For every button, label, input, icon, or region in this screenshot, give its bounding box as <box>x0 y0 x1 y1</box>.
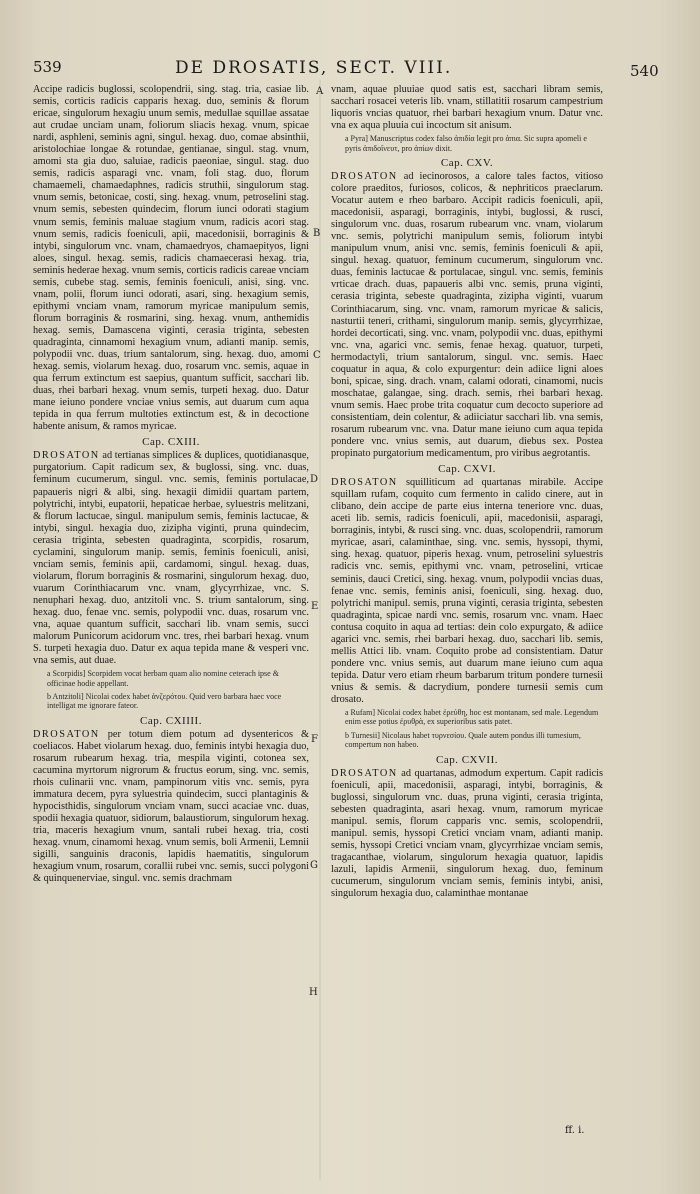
chapter-text: ad tertianas simplices & duplices, quotidianasque, purgatorium. Capit radicum sex, & buglossi, sing. vnc. duas, feminum cucumerum, singul. vnc. semis, feminis portulacae, papaueris nigri & albi, sing. hexagii dimidii quartam partem, polytrichi, intybi, eupatorii, hepaticae herbae, syluestris melitzani, & florum lactucae, singul. manipulum semis, feminis lactucae, & intybi, singul. hexagia duo, zizipha viginti, pruna quindecim, cerasia triginta, sebesten quadraginta, scorpidis, rosarum, cyclamini, singulorum manip. semis, feminis foeniculi, anisi, vnciam semis, feminis apii, cardamomi, singul. hexag. duas, violarum, florum borraginis & rosmarini, singulorum hexag. duo, vuarum Corinthiacarum vnc. vnam, glycyrrhizae, vnc. S. nenuphari hexag. duo, antzitoli vnc. S. trium santalorum, sing. hexag. duo, fenae vnc. semis, polypodii vnc. duas, rosarum vnc. vna, aquae quantum sufficit, sacchari lib. vnam semis, succi malorum Punicorum acidorum vnc. tres, rhei barbari hexag. vnum S. turpeti hexagia duo. Datur ex aqua tepida mane & vesperi vnc. vna semis, aut duae. <box>33 450 309 667</box>
chapter-body-cxv <box>331 171 603 460</box>
left-column <box>33 84 309 885</box>
margin-letter-g: G <box>310 860 318 871</box>
footnote: a Rufam] Nicolai codex habet ἐρεύθη, hoc est montanam, sed male. Legendum enim esse potius ἐρυθρὰ, ex superioribus satis patet. <box>345 708 599 727</box>
footnote: a Scorpidis] Scorpidem vocat herbam quam alio nomine ceterach ipse & officinae hodie appellant. <box>47 669 279 688</box>
chapter-body-cxvii <box>331 768 603 901</box>
drop-word: DROSATON <box>331 767 398 779</box>
footnote: b Turnesii] Nicolaus habet τυρνεσίου. Quale autem pondus illi turnesium, compertum non habeo. <box>345 730 581 750</box>
drop-word: DROSATON <box>33 450 100 462</box>
gutter-shadow <box>319 80 321 1180</box>
chapter-body-cxiii <box>33 450 309 667</box>
chapter-text: per totum diem potum ad dysentericos & coeliacos. Habet violarum hexag. duo, feminis intybi hexagia duo, rosarum rubearum hexag. tria, mespila viginti, cotonea sex, cacumina myrtorum nigrorum & fructus eorum, sing. vnc. semis, rhois culinarii vnc. vnam, pampinorum vitis vnc. semis, pyra immatura decem, pyra syluestria quindecim, succi plantaginis & hypocisthidis, singulorum vnciam vnam, succi acaciae vnc. duas, spodii hexagia quatuor, sidiorum, balaustiorum, singulorum hexag. tria, maceris hexagium vnum, santali rubei hexag. tria, costi hexag. vnum, cinamomi hexag. vnum semis, boli Armenii, Lemnii sigilli, sanguinis draconis, lapidis haematitis, singulorum hexagium vnum, rosarum, corallii rubei vnc. semis, succi polygoni & quinquenerviae, singul. vnc. semis drachmam <box>33 728 309 885</box>
margin-letter-b: B <box>313 228 321 239</box>
margin-letter-f: F <box>311 734 318 745</box>
right-column <box>331 84 603 900</box>
chapter-text: ad iecinorosos, a calore tales factos, vitioso colore praeditos, furiosos, colicos, & nephriticos praeclarum. Vocatur autem e rheo barbaro. Accipit radicis foeniculi, apii, macedonisii, asparagi, borraginis, intybi, buglossi, & rusci, singulorum vnc. duas, rosarum rubearum vnc. vnam, violarum vnc. semis, polytrichi manipulum semis, foliorum intybi manipulum vnum, anisi vnc. semis, feminis foeniculi & apii, singul. hexag. quatuor, feminum cucumerum, singulorum vnc. duas, feminis lactucae & portulacae, singul. vnc. semis, feminis vrticae drach. duas, papaueris albi vnc. semis, pruna viginti, cerasia triginta, sebeste quadraginta, zizipha viginti, vuarum Corinthiacarum, sing. vnc. vnam, ramorum myricae & salicis, nasturtii teneri, crithami, singulorum manip. semis, glycyrrhizae, hordei decorticati, sing. vnc. vnam, polypodii vnc. duas, epithymi vnc. vna, agarici vnc. semis, fenae hexag. quatuor, turpeti, hermodactyli, trium santalorum, singul. vnc. semis. Haec coquatur in aqua, & colo expurgentur: dein adiice ligni aloes boni, spicae, sing. drach. vnam, calami odorati, cinamomi, nucis moschatae, galangae, sing. drach. semis, rhei barbari hexag. vnum semis. Haec probe trita coquatur cum decocto superiore ad consistentiam, dein colentur, & adiiciatur sacchari lib. vna semis, rosarum rubearum vnc. vna. Datur mane ieiuno cum aqua tepida pondere vnc. vnius semis, aut duarum, diebus sex. Postea propinato purgatorium medicamentum, pro viribus aegrotantis. <box>331 171 604 460</box>
drop-word: DROSATON <box>33 728 100 740</box>
chapter-text: ad quartanas, admodum expertum. Capit radicis foeniculi, apii, macedonisii, asparagi, intybi, borraginis, & buglossi, singulorum vnc. duas, pruna viginti, cerasia triginta, sebesten quadraginta, asari hexag. vnum, ramorum myricae manipul. semis, florum capparis vnc. semis, scolopendrii, manipul. semis, hyssopi Cretici vnciam vnam, adianti manip. semis, hyssopi Cretici vnciam vnam, glycyrrhizae vnciam semis, tragacanthae, violarum, singulorum hexagia quatuor, lapidis lazuli, lapidis Armenii, singulorum hexag. duo, feminum cucumerum, singulorum vnciam semis, feminis intybi, anisi, singulorum hexagia duo, calaminthae montanae <box>331 767 604 900</box>
chapter-text: squilliticum ad quartanas mirabile. Accipe squillam rufam, coquito cum fermento in calido cinere, aut in clibano, dein accipe de parte eius interna teneriore vnc. duas, aceti lib. semis, radicis foeniculi, apii, macedonisii, asparagi, borraginis, intybi, & rusci sing. vnc. duas, scolopendrii, ramorum myricae, asari, calaminthae, sing. vnc. semis, hyssopi, thymi, sing. hexag. quatuor, piperis hexag. vnum, petroselini syluestris radicis vnc. semis, epithymi vnc. vnam, petroselini, vrticae seminis, dauci Cretici, sing. hexag. vnum, polypodii vncias duas, fenae vnc. semis, feminis anisi, foeniculi, sing. hexag. duo, polytrichi manipul. semis, pruna viginti, cerasia triginta, sebesten quadraginta, spicae nardi vnc. semis, rosarum vnc. vnam. Haec contusa coquito in aqua ad tertias: dein colo expurgato, & adiice agarici vnc. semis, rhei barbari hexag. duo, sacchari lib. semis, mellis Attici lib. vnam. Coquito probe ad consistentiam. Datur pondere vnc. vnius semis, aut duarum mane ieiuno cum aqua tepida. Datur vero etiam rheum barbarum tritum pondere turnesii vnius & semis. & dacrydium, pondere turnesii semis cum drosato. <box>331 477 603 705</box>
right-opening-paragraph: vnam, aquae pluuiae quod satis est, sacchari libram semis, sacchari rosacei veteris lib. vnam, stillatitii rosarum campestrium liquoris vncias quatuor, rhei barbari hexagium vnum. Datur vnc. vna ex aqua pluuia cui incoctum sit anisum. <box>331 84 603 132</box>
drop-word: DROSATON <box>331 477 398 489</box>
running-header <box>0 58 700 82</box>
left-opening-paragraph: Accipe radicis buglossi, scolopendrii, sing. stag. tria, casiae lib. semis, corticis radicis capparis hexag. duo, seminis & florum ericae, singulorum hexagiu unum semis, medullae squillae assatae aut crudae unciam unam, foliorum sliacis hexag. vnum, spicae nardi, asphleni, seminis agni, singul. hexag. duo, comae absinthii, aristolochiae longae & rotundae, gentianae, singul. stag. vnum, amomi sta gia duo, saluiae, radicis paeoniae, singul. stag. duo semis, radicis asparagi vnc. vnam, foli stag. duo, florum chamaemeli, chamaedaphnes, radicis struthii, singulorum stag. vnum semis, betonicae, costi, sing. hexag. vnum, petroselini stag. vnum semis, sebesten quindecim, florum iunci odorati stagium vnum semis, feminis maluae stagium vnum, radicis acori stag. vnum semis, radicis foeniculi, apii, macedonisii, borraginis & intybi, singulorum vnc. vnam, chamaedryos, chamaepityos, ligni aloes, singul. hexag. semis, radicis chamaecerasi hexag. tria, seminis hederae hexag. vnum semis, corticis radicis careae vnciam semis, cubebe stag. semis, feminis foeniculi, anisi, sing. vnc. vnam, polii, florum iunci odorati, asari, sing. hexagium semis, epithymi vnciam vnam, ramorum myricae manipulum semis, florum borraginis & rosmarini, sing. hexag. vnum, anthemidis hexag. semis, Damascena viginti, cerasia triginta, sebesten quadraginta, cinnamomi hexagium vnum, adianti manip. semis, polypodii vnc. duas, trium santalorum, sing. hexag. duo, amomi hexag. semis, violarum hexag. duo, rosarum vnc. semis, aquae in qua ferrum extinctum est saepius, quantum sufficit, sacchari lib. duas, rhei barbari hexag. vnum semis, turpeti hexag. duo. Datur mane ieiuno pondere vnciae vnius semis, aut duarum cum aqua tepida in qua ferrum multoties extinctum est, & in decoctione habente anisum, & ramos myricae. <box>33 84 309 433</box>
catchword: ff. i. <box>565 1125 585 1136</box>
margin-letter-e: E <box>311 601 319 612</box>
page-number-left: 539 <box>33 58 62 76</box>
margin-letter-d: D <box>310 474 319 485</box>
chapter-body-cxiiii <box>33 729 309 886</box>
footnote: b Antzitoli] Nicolai codex habet ἀνζερότου. Quid vero barbara haec voce intelligat me ignorare fateor. <box>47 692 282 711</box>
chapter-heading-cxiii: Cap. CXIII. <box>142 436 200 449</box>
page-number-right: 540 <box>630 62 659 80</box>
running-title: DE DROSATIS, SECT. VIII. <box>175 58 453 78</box>
chapter-heading-cxvii: Cap. CXVII. <box>435 753 499 766</box>
margin-letter-h: H <box>309 987 318 998</box>
chapter-heading-cxv: Cap. CXV. <box>440 157 494 169</box>
drop-word: DROSATON <box>331 171 398 182</box>
chapter-body-cxvi <box>331 477 603 706</box>
margin-letter-c: C <box>313 350 321 361</box>
chapter-heading-cxiiii: Cap. CXIIII. <box>140 714 202 727</box>
footnote: a Pyra] Manuscriptus codex falso ἀπιδία legit pro ἀπια. Sic supra apomeli e pyris ἀπιδοῖνευτ, pro ἀπίων dixit. <box>345 134 587 153</box>
margin-letter-a: A <box>316 86 324 97</box>
chapter-heading-cxvi: Cap. CXVI. <box>438 463 496 476</box>
